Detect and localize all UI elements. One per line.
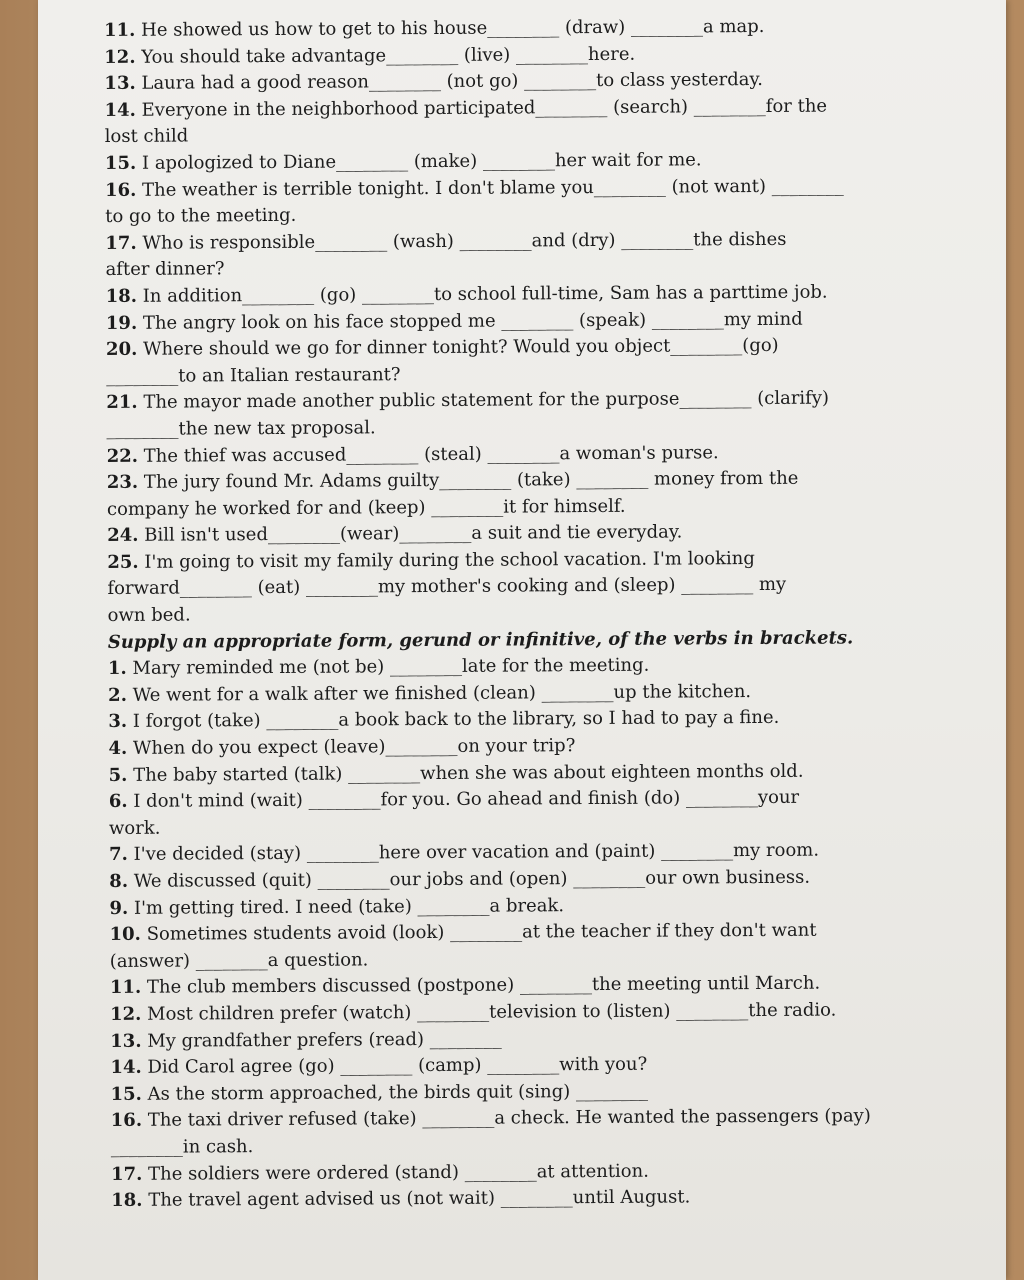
item-text: Most children prefer (watch) ________television to (listen) ________the radio. <box>147 999 837 1025</box>
item-text: ________to an Italian restaurant? <box>106 363 401 387</box>
item-text: I'm getting tired. I need (take) ________a break. <box>133 894 565 919</box>
item-text: work. <box>108 817 161 839</box>
item-number: 16. <box>110 1110 143 1132</box>
item-number: 19. <box>105 312 138 334</box>
item-number: 12. <box>110 1003 142 1025</box>
item-text: He showed us how to get to his house________ (draw) ________a map. <box>141 15 765 41</box>
item-number: 7. <box>109 844 128 866</box>
item-number: 4. <box>108 737 128 760</box>
item-text: You should take advantage________ (live) ________here. <box>141 43 636 68</box>
item-text: I'm going to visit my family during the school vacation. I'm looking <box>144 547 755 573</box>
item-text: The baby started (talk) ________when she was about eighteen months old. <box>133 760 804 786</box>
item-text: ________in cash. <box>110 1136 254 1158</box>
item-text: company he worked for and (keep) ________it for himself. <box>106 495 626 520</box>
item-number: 25. <box>107 551 139 573</box>
item-number: 9. <box>109 897 129 919</box>
item-text: When do you expect (leave)________on your trip? <box>132 735 576 759</box>
item-text: My grandfather prefers (read) ________ <box>147 1028 502 1052</box>
item-text: The club members discussed (postpone) ________the meeting until March. <box>146 973 821 999</box>
item-number: 10. <box>109 923 141 946</box>
item-number: 1. <box>107 658 127 680</box>
item-text: In addition________ (go) ________to school full-time, Sam has a parttime job. <box>142 281 828 307</box>
item-number: 13. <box>104 72 136 95</box>
item-number: 16. <box>104 179 137 201</box>
item-text: ________the new tax proposal. <box>106 417 376 440</box>
item-number: 3. <box>108 711 128 733</box>
item-text: Laura had a good reason________ (not go) ________to class yesterday. <box>141 69 764 94</box>
item-number: 5. <box>108 764 128 786</box>
item-text: (answer) ________a question. <box>109 949 369 972</box>
item-number: 18. <box>105 285 138 307</box>
item-number: 15. <box>104 152 137 174</box>
item-text: Sometimes students avoid (look) ________at the teacher if they don't want <box>146 919 817 945</box>
item-number: 2. <box>108 684 127 706</box>
item-number: 14. <box>110 1056 142 1079</box>
item-text: The soldiers were ordered (stand) ________at attention. <box>148 1160 649 1185</box>
item-text: after dinner? <box>105 258 225 281</box>
exercise-list <box>104 13 931 1215</box>
item-text: We discussed (quit) ________our jobs and (open) ________our own business. <box>133 866 811 892</box>
item-number: 11. <box>109 977 142 999</box>
worksheet-page <box>38 0 1006 1280</box>
item-text: Everyone in the neighborhood participated________ (search) ________for the <box>141 95 828 121</box>
item-text: I've decided (stay) ________here over vacation and (paint) ________my room. <box>133 840 820 866</box>
item-number: 14. <box>104 99 136 121</box>
item-text: Supply an appropriate form, gerund or infinitive, of the verbs in brackets. <box>107 627 854 653</box>
item-text: The weather is terrible tonight. I don't blame you________ (not want) ________ <box>142 175 844 201</box>
item-number: 24. <box>107 525 139 547</box>
item-number: 8. <box>109 870 129 892</box>
item-text: I forgot (take) ________a book back to the library, so I had to pay a fine. <box>132 707 780 733</box>
item-text: The travel agent advised us (not wait) ________until August. <box>148 1186 691 1211</box>
item-number: 20. <box>105 338 138 361</box>
item-text: Bill isn't used________(wear)________a suit and tie everyday. <box>144 521 683 547</box>
item-number: 18. <box>111 1189 143 1212</box>
item-text: The thief was accused________ (steal) ________a woman's purse. <box>143 441 719 467</box>
item-number: 21. <box>106 392 138 414</box>
item-text: The angry look on his face stopped me ________ (speak) ________my mind <box>142 308 803 334</box>
item-text: Mary reminded me (not be) ________late for the meeting. <box>132 654 650 680</box>
item-number: 23. <box>106 471 139 494</box>
item-number: 11. <box>104 19 136 41</box>
item-text: lost child <box>104 125 189 148</box>
item-text: I apologized to Diane________ (make) ________her wait for me. <box>141 149 702 174</box>
item-text: forward________ (eat) ________my mother's cooking and (sleep) ________ my <box>107 574 787 600</box>
item-text: I don't mind (wait) ________for you. Go ahead and finish (do) ________your <box>133 786 800 813</box>
item-number: 12. <box>104 46 136 68</box>
item-number: 22. <box>106 445 139 467</box>
item-text: Did Carol agree (go) ________ (camp) ________with you? <box>147 1053 648 1078</box>
exercise-item <box>111 1183 931 1215</box>
item-text: to go to the meeting. <box>105 204 297 228</box>
item-number: 6. <box>108 791 128 813</box>
item-number: 17. <box>110 1163 143 1185</box>
item-number: 15. <box>110 1083 142 1105</box>
item-text: The mayor made another public statement for the purpose________ (clarify) <box>143 387 830 414</box>
item-text: As the storm approached, the birds quit (sing) ________ <box>147 1080 649 1105</box>
item-number: 17. <box>105 232 137 254</box>
item-number: 13. <box>110 1030 142 1052</box>
item-text: The taxi driver refused (take) ________a check. He wanted the passengers (pay) <box>147 1105 871 1132</box>
item-text: Where should we go for dinner tonight? Would you object________(go) <box>143 335 779 360</box>
item-text: own bed. <box>107 604 191 627</box>
item-text: Who is responsible________ (wash) ________and (dry) ________the dishes <box>142 228 787 254</box>
item-text: We went for a walk after we finished (clean) ________up the kitchen. <box>132 680 752 706</box>
item-text: The jury found Mr. Adams guilty________ (take) ________ money from the <box>143 467 799 493</box>
